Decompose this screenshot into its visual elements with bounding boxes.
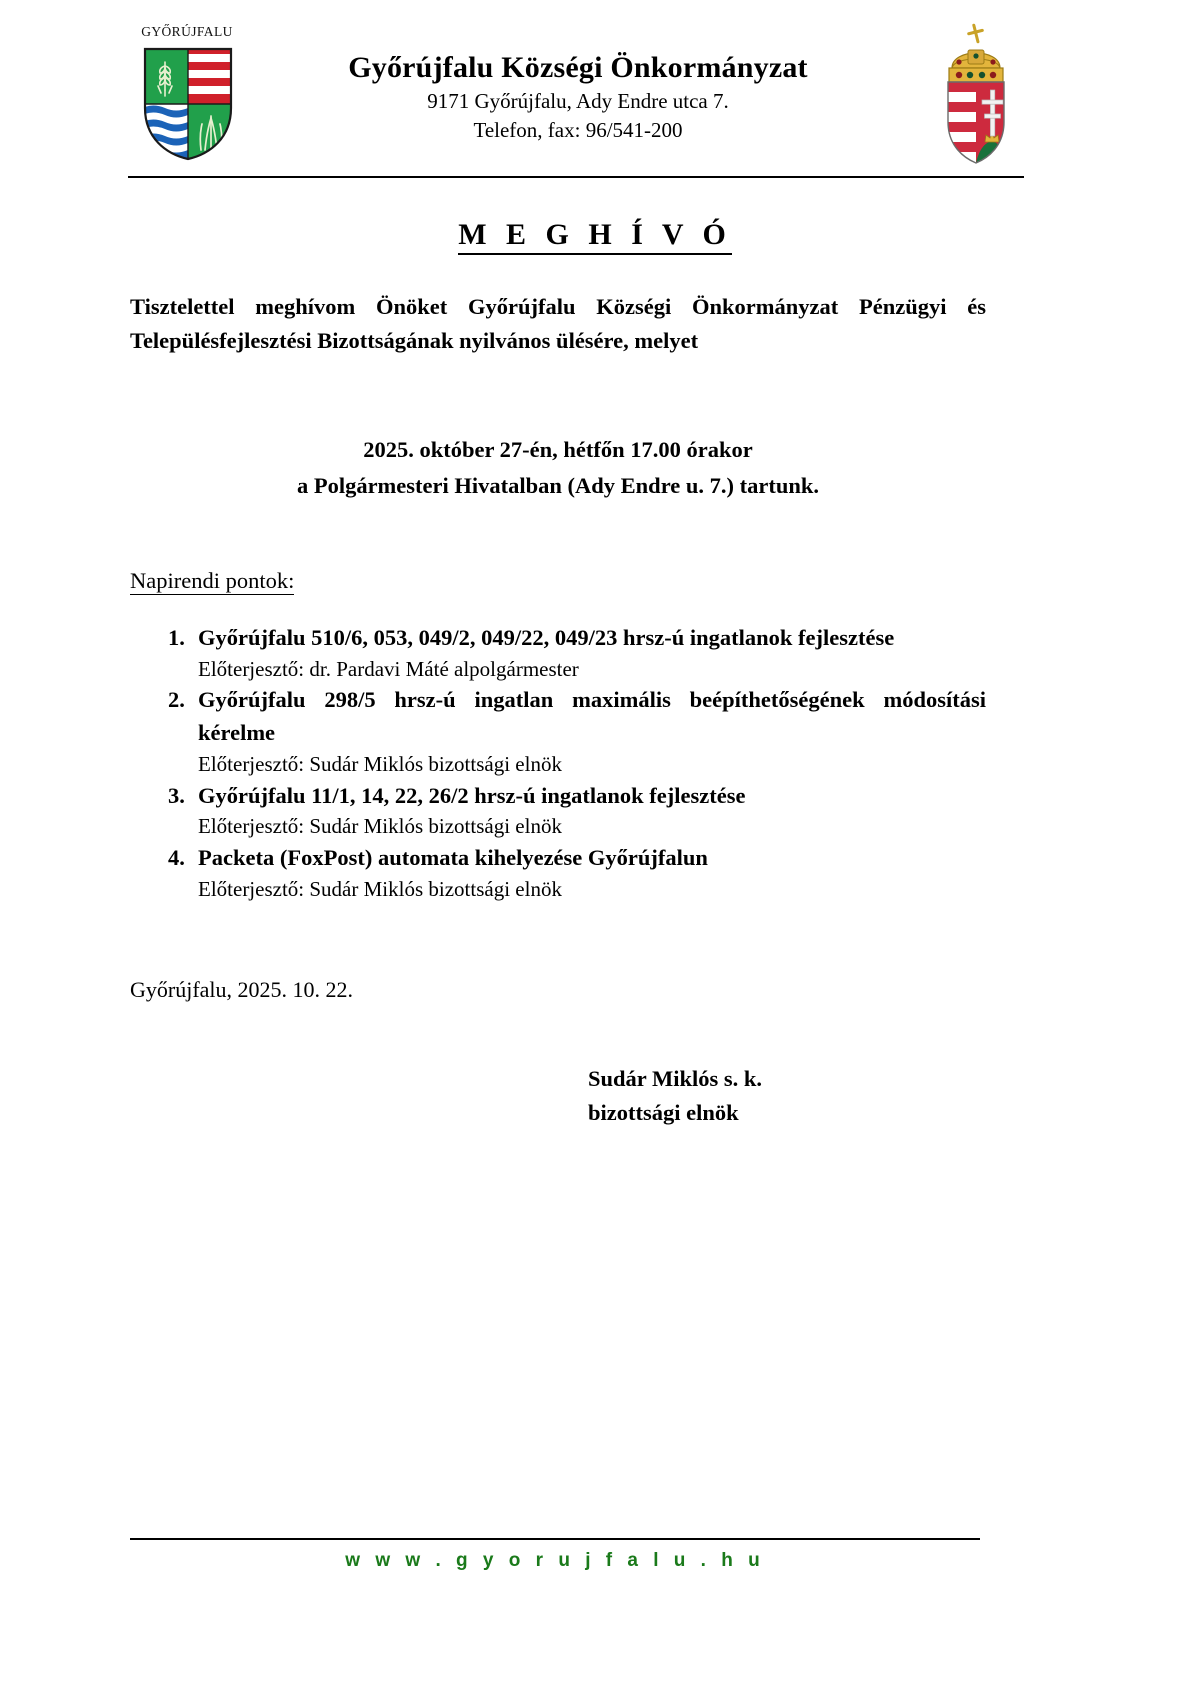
organisation-name: Győrújfalu Községi Önkormányzat	[348, 51, 808, 84]
agenda-item-presenter: Előterjesztő: Sudár Miklós bizottsági elnök	[198, 876, 562, 901]
page-title-text: M E G H Í V Ó	[458, 218, 732, 255]
agenda-item-number: 1.	[168, 625, 185, 650]
signatory-role: bizottsági elnök	[588, 1099, 739, 1125]
agenda-heading-text: Napirendi pontok:	[130, 568, 295, 593]
agenda-item-presenter: Előterjesztő: Sudár Miklós bizottsági elnök	[198, 751, 562, 776]
agenda-item-title: Packeta (FoxPost) automata kihelyezése Győrújfalun	[198, 844, 708, 870]
signature-block	[588, 1062, 762, 1130]
holy-crown	[949, 24, 1003, 82]
local-crest-shield	[142, 46, 234, 162]
gyorujfalu-coat-of-arms-icon	[128, 24, 246, 168]
place-and-date: Győrújfalu, 2025. 10. 22.	[130, 977, 354, 1002]
local-crest-caption: GYŐRÚJFALU	[141, 24, 233, 39]
document-header	[128, 18, 1024, 168]
agenda-item-title: Győrújfalu 11/1, 14, 22, 26/2 hrsz-ú ingatlanok fejlesztése	[198, 782, 746, 808]
agenda-item	[130, 684, 986, 779]
page-title	[0, 218, 1190, 252]
agenda-item	[130, 780, 986, 842]
website-url[interactable]: w w w . g y o r u j f a l u . h u	[345, 1550, 765, 1571]
meeting-details	[130, 432, 986, 505]
agenda-item-presenter: Előterjesztő: Sudár Miklós bizottsági elnök	[198, 814, 562, 839]
organisation-block	[278, 50, 878, 144]
national-crest-svg	[928, 22, 1024, 166]
agenda-item-presenter: Előterjesztő: dr. Pardavi Máté alpolgármester	[198, 656, 579, 681]
meeting-datetime: 2025. október 27-én, hétfőn 17.00 órakor	[363, 437, 753, 462]
hungary-coat-of-arms-icon	[928, 22, 1024, 166]
header-divider	[128, 176, 1024, 178]
agenda-heading	[130, 566, 294, 595]
agenda-item-number: 4.	[168, 844, 185, 870]
meeting-location: a Polgármesteri Hivatalban (Ady Endre u. 7.) tartunk.	[296, 473, 820, 499]
organisation-phone: Telefon, fax: 96/541-200	[473, 117, 683, 142]
organisation-address: 9171 Győrújfalu, Ady Endre utca 7.	[427, 89, 729, 114]
agenda-item	[130, 842, 986, 904]
agenda-item-number: 3.	[168, 782, 185, 808]
signatory-name: Sudár Miklós s. k.	[588, 1066, 763, 1091]
agenda-item	[130, 622, 986, 684]
agenda-item-title: Győrújfalu 510/6, 053, 049/2, 049/22, 049/23 hrsz-ú ingatlanok fejlesztése	[198, 625, 895, 650]
invitation-intro: Tisztelettel meghívom Önöket Győrújfalu Községi Önkormányzat Pénzügyi és Településfejlesztési Bizottságának nyilvános ülésére, melyet	[130, 294, 986, 354]
local-crest-svg	[142, 46, 234, 162]
agenda-item-title: Győrújfalu 298/5 hrsz-ú ingatlan maximális beépíthetőségének módosítási kérelme	[198, 687, 986, 746]
agenda-list	[130, 622, 986, 904]
agenda-item-number: 2.	[168, 687, 185, 713]
footer-divider	[130, 1538, 980, 1540]
